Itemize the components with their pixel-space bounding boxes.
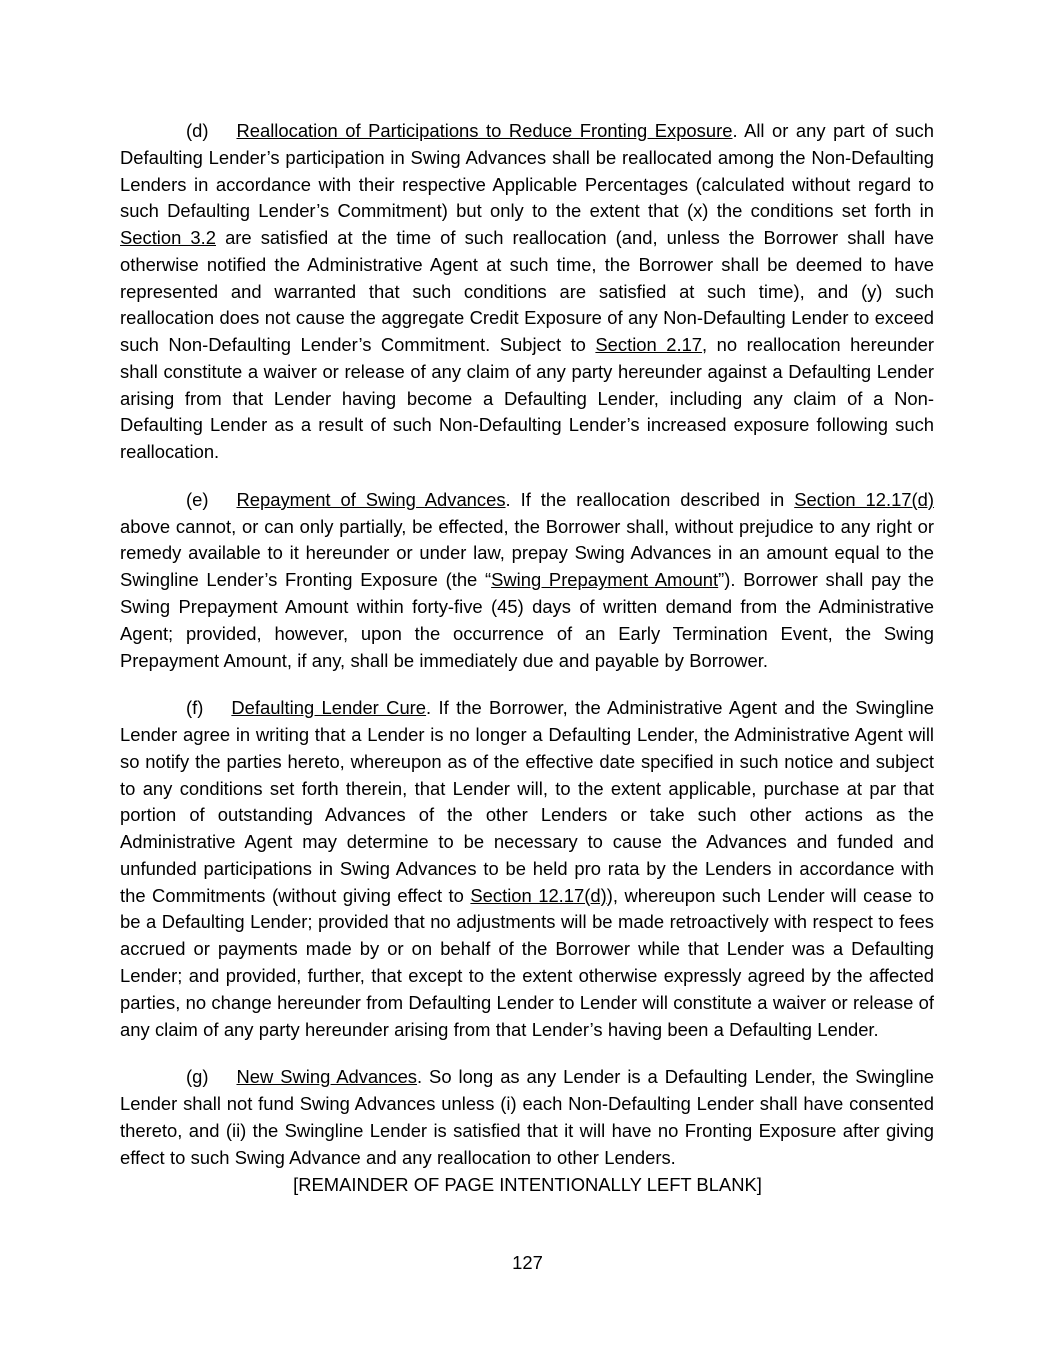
paragraph-e xyxy=(120,487,934,674)
paragraph-text-e-2: above cannot, or can only partially, be effected, the Borrower shall, without prejudice to any right or remedy available to it hereunder or under law, prepay Swing Advances in an amount equal to the Swingline Lender’s Fronting Exposure (the “ xyxy=(120,515,934,591)
paragraph-text-f-2: ), whereupon such Lender will cease to be a Defaulting Lender; provided that no adjustments will be made retroactively with respect to fees accrued or payments made by or on behalf of the Borrower while that Lender was a Defaulting Lender; and provided, further, that except to the extent otherwise expressly agreed by the affected parties, no change hereunder from Defaulting Lender to Lender will constitute a waiver or release of any claim of any party hereunder arising from that Lender’s having been a Defaulting Lender. xyxy=(120,884,934,1040)
paragraph-heading-e: Repayment of Swing Advances xyxy=(236,488,506,510)
paragraph-text-e-4: ”). Borrower shall pay the Swing Prepayment Amount within forty-five (45) days of written demand from the Administrative Agent; provided, however, upon the occurrence of an Early Termination Event, the Swing Prepayment Amount, if any, shall be immediately due and payable by Borrower. xyxy=(120,569,934,671)
remainder-of-page-notice: [REMAINDER OF PAGE INTENTIONALLY LEFT BLANK] xyxy=(293,1174,762,1195)
paragraph-marker-g: (g) xyxy=(186,1066,209,1088)
paragraph-d xyxy=(120,118,934,466)
section-reference-12-17-d: Section 12.17(d) xyxy=(794,488,935,510)
document-body xyxy=(120,118,934,1171)
paragraph-text-d-4: , no reallocation hereunder shall constitute a waiver or release of any claim of any party hereunder against a Defaulting Lender arising from that Lender having become a Defaulting Lender, including any claim of a Non-Defaulting Lender as a result of such Non-Defaulting Lender’s increased exposure following such reallocation. xyxy=(120,334,934,463)
section-reference-2-17: Section 2.17 xyxy=(595,334,703,356)
paragraph-heading-g: New Swing Advances xyxy=(236,1066,417,1088)
paragraph-text-g-0: . So long as any Lender is a Defaulting Lender, the Swingline Lender shall not fund Swing Advances unless (i) each Non-Defaulting Lender shall have consented thereto, and (ii) the Swingline Lender is satisfied that it will have no Fronting Exposure after giving effect to such Swing Advance and any reallocation to other Lenders. xyxy=(120,1066,934,1168)
paragraph-heading-d: Reallocation of Participations to Reduce Fronting Exposure xyxy=(236,120,733,141)
paragraph-marker-f: (f) xyxy=(186,697,204,719)
defined-term-swing-prepayment-amount: Swing Prepayment Amount xyxy=(491,569,719,591)
paragraph-g xyxy=(120,1064,934,1171)
paragraph-marker-d: (d) xyxy=(186,120,209,141)
section-reference-12-17-d-2: Section 12.17(d) xyxy=(470,884,607,906)
paragraph-marker-e: (e) xyxy=(186,488,209,510)
page-number: 127 xyxy=(512,1252,543,1273)
paragraph-text-e-0: . If the reallocation described in xyxy=(505,488,795,510)
paragraph-text-f-0: . If the Borrower, the Administrative Agent and the Swingline Lender agree in writing that a Lender is no longer a Defaulting Lender, the Administrative Agent will so notify the parties hereto, whereupon as of the effective date specified in such notice and subject to any conditions set forth therein, that Lender will, to the extent applicable, purchase at par that portion of outstanding Advances of the other Lenders or take such other actions as the Administrative Agent may determine to be necessary to cause the Advances and funded and unfunded participations in Swing Advances to be held pro rata by the Lenders in accordance with the Commitments (without giving effect to xyxy=(120,697,934,906)
paragraph-text-d-2: are satisfied at the time of such reallocation (and, unless the Borrower shall have otherwise notified the Administrative Agent at such time, the Borrower shall be deemed to have represented and warranted that such conditions are satisfied at such time), and (y) such reallocation does not cause the aggregate Credit Exposure of any Non-Defaulting Lender to exceed such Non-Defaulting Lender’s Commitment. Subject to xyxy=(120,227,935,356)
section-reference-3-2: Section 3.2 xyxy=(120,227,216,249)
paragraph-text-d-0: . All or any part of such Defaulting Lender’s participation in Swing Advances shall be reallocated among the Non-Defaulting Lenders in accordance with their respective Applicable Percentages (calculated without regard to such Defaulting Lender’s Commitment) but only to the extent that (x) the conditions set forth in xyxy=(120,120,934,222)
paragraph-heading-f: Defaulting Lender Cure xyxy=(231,697,427,719)
paragraph-f xyxy=(120,695,934,1043)
